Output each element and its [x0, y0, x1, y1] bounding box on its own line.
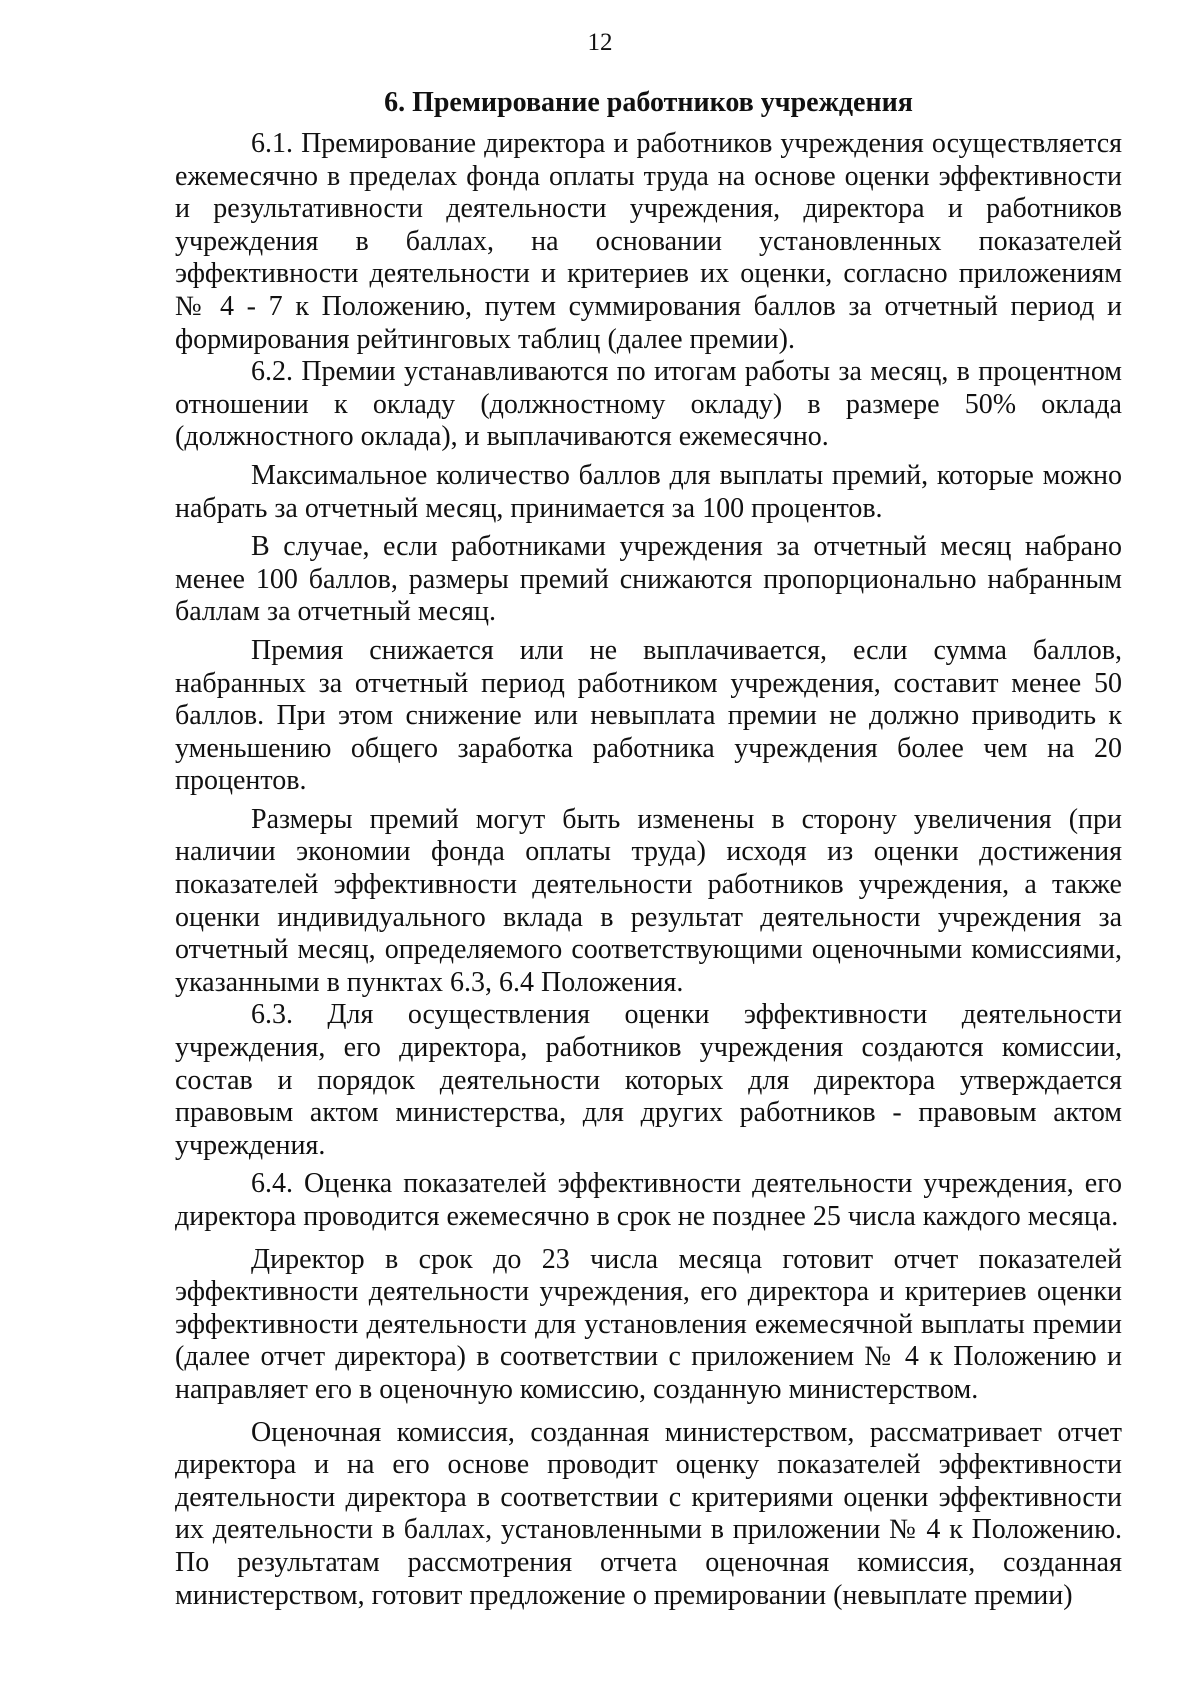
paragraph-6-2: 6.2. Премии устанавливаются по итогам работы за месяц, в процентном отношении к окладу (должностному окладу) в размере 50% оклада (должностного оклада), и выплачиваются ежемесячно.: [175, 356, 1122, 453]
document-body: [175, 128, 1122, 1612]
paragraph-6-4: 6.4. Оценка показателей эффективности деятельности учреждения, его директора проводится ежемесячно в срок не позднее 25 числа каждого месяца.: [175, 1168, 1122, 1232]
paragraph-max-points: Максимальное количество баллов для выплаты премий, которые можно набрать за отчетный месяц, принимается за 100 процентов.: [175, 459, 1122, 524]
page-number: 12: [587, 29, 613, 56]
paragraph-less-than-100: В случае, если работниками учреждения за отчетный месяц набрано менее 100 баллов, размеры премий снижаются пропорционально набранным баллам за отчетный месяц.: [175, 531, 1122, 628]
paragraph-reduction: Премия снижается или не выплачивается, если сумма баллов, набранных за отчетный период работником учреждения, составит менее 50 баллов. При этом снижение или невыплата премии не должно приводить к уменьшению общего заработка работника учреждения более чем на 20 процентов.: [175, 634, 1122, 797]
paragraph-director-report: Директор в срок до 23 числа месяца готовит отчет показателей эффективности деятельности учреждения, его директора и критериев оценки эффективности деятельности для установления ежемесячной выплаты премии (далее отчет директора) в соответствии с приложением № 4 к Положению и направляет его в оценочную комиссию, созданную министерством.: [175, 1243, 1122, 1405]
paragraph-6-1: 6.1. Премирование директора и работников учреждения осуществляется ежемесячно в пределах фонда оплаты труда на основе оценки эффективности и результативности деятельности учреждения, директора и работников учреждения в баллах, на основании установленных показателей эффективности деятельности и критериев их оценки, согласно приложениям № 4 - 7 к Положению, путем суммирования баллов за отчетный период и формирования рейтинговых таблиц (далее премии).: [175, 128, 1122, 355]
paragraph-increase: Размеры премий могут быть изменены в сторону увеличения (при наличии экономии фонда оплаты труда) исходя из оценки достижения показателей эффективности деятельности работников учреждения, а также оценки индивидуального вклада в результат деятельности учреждения за отчетный месяц, определяемого соответствующими оценочными комиссиями, указанными в пунктах 6.3, 6.4 Положения.: [175, 803, 1122, 998]
paragraph-commission: Оценочная комиссия, созданная министерством, рассматривает отчет директора и на его основе проводит оценку показателей эффективности деятельности директора в соответствии с критериями оценки эффективности их деятельности в баллах, установленными в приложении № 4 к Положению. По результатам рассмотрения отчета оценочная комиссия, созданная министерством, готовит предложение о премировании (невыплате премии): [175, 1416, 1122, 1611]
paragraph-6-3: 6.3. Для осуществления оценки эффективности деятельности учреждения, его директора, работников учреждения создаются комиссии, состав и порядок деятельности которых для директора утверждается правовым актом министерства, для других работников - правовым актом учреждения.: [175, 999, 1122, 1161]
section-heading: 6. Премирование работников учреждения: [384, 87, 913, 118]
